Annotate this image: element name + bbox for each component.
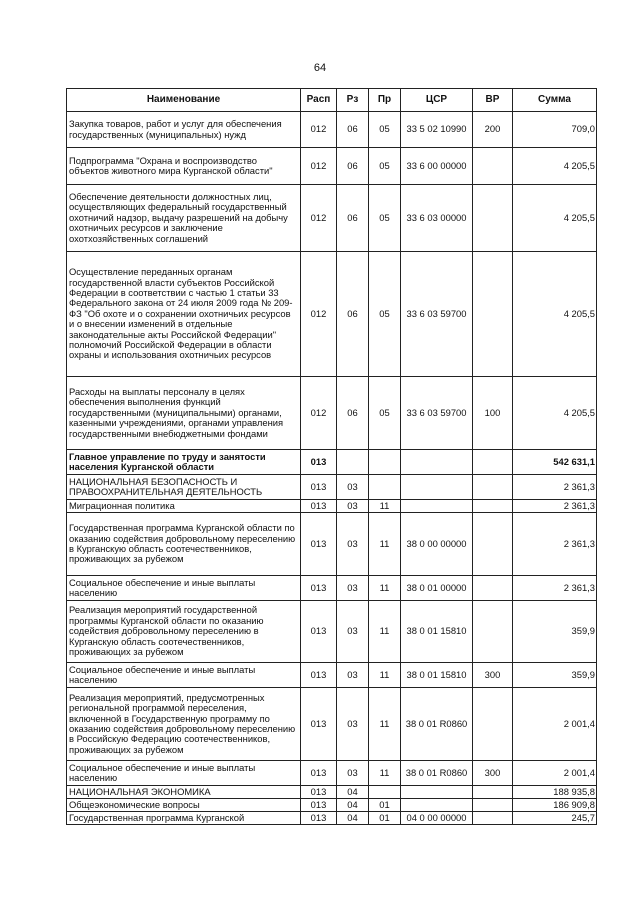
cell-rasp: 013 — [301, 500, 337, 513]
cell-pr: 05 — [369, 185, 401, 252]
cell-vr — [473, 799, 513, 812]
cell-pr: 05 — [369, 377, 401, 450]
cell-sum: 188 935,8 — [513, 786, 597, 799]
cell-sum: 2 001,4 — [513, 761, 597, 786]
table-row — [67, 812, 597, 825]
table-body — [67, 112, 597, 825]
cell-rasp: 012 — [301, 377, 337, 450]
table-row — [67, 252, 597, 377]
header-name: Наименование — [67, 89, 301, 112]
cell-pr: 11 — [369, 761, 401, 786]
cell-rz: 06 — [337, 377, 369, 450]
header-sum: Сумма — [513, 89, 597, 112]
cell-pr — [369, 475, 401, 500]
cell-vr — [473, 148, 513, 185]
cell-name: Осуществление переданных органам государственной власти субъектов Российской Федерации в соответствии с частью 1 статьи 33 Федерального закона от 24 июля 2009 года № 209-ФЗ "Об охоте и о сохранении охотничьих ресурсов и о внесении изменений в отдельные законодательные акты Российской Федерации" полномочий Российской Федерации в области охраны и использования охотничьих ресурсов — [67, 252, 301, 377]
cell-rz: 04 — [337, 786, 369, 799]
cell-name: Социальное обеспечение и иные выплаты населению — [67, 576, 301, 601]
cell-rasp: 012 — [301, 112, 337, 148]
cell-csr: 33 6 03 59700 — [401, 377, 473, 450]
cell-pr: 11 — [369, 663, 401, 688]
header-csr: ЦСР — [401, 89, 473, 112]
cell-csr — [401, 799, 473, 812]
cell-sum: 4 205,5 — [513, 148, 597, 185]
cell-sum: 359,9 — [513, 663, 597, 688]
cell-rz — [337, 450, 369, 475]
cell-rz: 03 — [337, 576, 369, 601]
cell-rz: 06 — [337, 112, 369, 148]
cell-rasp: 013 — [301, 576, 337, 601]
cell-csr: 04 0 00 00000 — [401, 812, 473, 825]
cell-csr: 38 0 00 00000 — [401, 513, 473, 576]
budget-table — [66, 88, 597, 825]
cell-csr — [401, 475, 473, 500]
cell-vr: 300 — [473, 663, 513, 688]
table-row — [67, 576, 597, 601]
cell-vr — [473, 688, 513, 761]
header-vr: ВР — [473, 89, 513, 112]
cell-name: НАЦИОНАЛЬНАЯ БЕЗОПАСНОСТЬ И ПРАВООХРАНИТЕЛЬНАЯ ДЕЯТЕЛЬНОСТЬ — [67, 475, 301, 500]
cell-name: Подпрограмма "Охрана и воспроизводство объектов животного мира Курганской области" — [67, 148, 301, 185]
cell-rz: 03 — [337, 761, 369, 786]
cell-csr: 38 0 01 00000 — [401, 576, 473, 601]
cell-name: Главное управление по труду и занятости населения Курганской области — [67, 450, 301, 475]
table-row — [67, 475, 597, 500]
cell-rz: 06 — [337, 148, 369, 185]
cell-rasp: 012 — [301, 185, 337, 252]
table-row — [67, 112, 597, 148]
cell-sum: 2 361,3 — [513, 500, 597, 513]
cell-sum: 4 205,5 — [513, 185, 597, 252]
cell-rasp: 013 — [301, 799, 337, 812]
table-row — [67, 513, 597, 576]
cell-rasp: 013 — [301, 688, 337, 761]
cell-name: НАЦИОНАЛЬНАЯ ЭКОНОМИКА — [67, 786, 301, 799]
cell-rasp: 012 — [301, 252, 337, 377]
cell-csr: 38 0 01 15810 — [401, 601, 473, 663]
cell-pr — [369, 786, 401, 799]
page-number: 64 — [313, 62, 327, 74]
cell-sum: 2 001,4 — [513, 688, 597, 761]
table-row — [67, 148, 597, 185]
cell-rz: 03 — [337, 500, 369, 513]
cell-rasp: 013 — [301, 475, 337, 500]
cell-rasp: 013 — [301, 601, 337, 663]
table-row — [67, 601, 597, 663]
cell-csr: 38 0 01 R0860 — [401, 761, 473, 786]
table-row — [67, 663, 597, 688]
cell-rz: 03 — [337, 601, 369, 663]
cell-csr: 33 6 00 00000 — [401, 148, 473, 185]
cell-name: Обеспечение деятельности должностных лиц, осуществляющих федеральный государственный охотничий надзор, выдачу разрешений на добычу охотничьих ресурсов и заключение охотхозяйственных соглашений — [67, 185, 301, 252]
cell-sum: 245,7 — [513, 812, 597, 825]
cell-sum: 2 361,3 — [513, 513, 597, 576]
table-row — [67, 688, 597, 761]
cell-pr: 11 — [369, 576, 401, 601]
table-row — [67, 500, 597, 513]
cell-rz: 04 — [337, 799, 369, 812]
cell-rasp: 013 — [301, 450, 337, 475]
table-row — [67, 786, 597, 799]
cell-vr: 300 — [473, 761, 513, 786]
cell-rasp: 013 — [301, 663, 337, 688]
table-row — [67, 377, 597, 450]
cell-pr: 11 — [369, 513, 401, 576]
cell-pr: 11 — [369, 601, 401, 663]
cell-vr — [473, 513, 513, 576]
cell-name: Закупка товаров, работ и услуг для обеспечения государственных (муниципальных) нужд — [67, 112, 301, 148]
cell-csr: 38 0 01 15810 — [401, 663, 473, 688]
cell-csr — [401, 450, 473, 475]
cell-pr: 05 — [369, 148, 401, 185]
cell-sum: 4 205,5 — [513, 252, 597, 377]
cell-sum: 2 361,3 — [513, 576, 597, 601]
cell-csr: 33 6 03 00000 — [401, 185, 473, 252]
header-rasp: Расп — [301, 89, 337, 112]
cell-sum: 709,0 — [513, 112, 597, 148]
cell-rz: 03 — [337, 663, 369, 688]
cell-name: Реализация мероприятий, предусмотренных региональной программой переселения, включенной в Государственную программу по оказанию содействия добровольному переселению в Российскую Федерацию соотечественников, проживающих за рубежом — [67, 688, 301, 761]
cell-name: Социальное обеспечение и иные выплаты населению — [67, 663, 301, 688]
cell-name: Миграционная политика — [67, 500, 301, 513]
cell-name: Государственная программа Курганской области по оказанию содействия добровольному переселению в Курганскую область соотечественников, проживающих за рубежом — [67, 513, 301, 576]
cell-sum: 186 909,8 — [513, 799, 597, 812]
cell-rasp: 013 — [301, 761, 337, 786]
header-rz: Рз — [337, 89, 369, 112]
cell-rz: 03 — [337, 513, 369, 576]
cell-vr — [473, 252, 513, 377]
table-header-row — [67, 89, 597, 112]
cell-vr: 200 — [473, 112, 513, 148]
cell-csr — [401, 500, 473, 513]
cell-csr — [401, 786, 473, 799]
table-row — [67, 185, 597, 252]
cell-name: Реализация мероприятий государственной программы Курганской области по оказанию содействия добровольному переселению в Курганскую область соотечественников, проживающих за рубежом — [67, 601, 301, 663]
cell-rasp: 013 — [301, 513, 337, 576]
cell-csr: 33 6 03 59700 — [401, 252, 473, 377]
cell-sum: 2 361,3 — [513, 475, 597, 500]
cell-name: Социальное обеспечение и иные выплаты населению — [67, 761, 301, 786]
cell-sum: 542 631,1 — [513, 450, 597, 475]
cell-rz: 03 — [337, 475, 369, 500]
table-row — [67, 761, 597, 786]
table-row — [67, 799, 597, 812]
cell-vr — [473, 450, 513, 475]
table-row — [67, 450, 597, 475]
cell-pr: 11 — [369, 500, 401, 513]
cell-pr: 05 — [369, 112, 401, 148]
cell-pr: 01 — [369, 799, 401, 812]
cell-pr: 11 — [369, 688, 401, 761]
cell-rz: 04 — [337, 812, 369, 825]
cell-pr — [369, 450, 401, 475]
cell-name: Расходы на выплаты персоналу в целях обеспечения выполнения функций государственными (муниципальными) органами, казенными учреждениями, органами управления государственными внебюджетными фондами — [67, 377, 301, 450]
cell-rasp: 013 — [301, 786, 337, 799]
cell-sum: 359,9 — [513, 601, 597, 663]
cell-csr: 33 5 02 10990 — [401, 112, 473, 148]
cell-rasp: 012 — [301, 148, 337, 185]
cell-vr — [473, 601, 513, 663]
cell-vr: 100 — [473, 377, 513, 450]
cell-rz: 03 — [337, 688, 369, 761]
cell-vr — [473, 812, 513, 825]
cell-vr — [473, 786, 513, 799]
cell-name: Общеэкономические вопросы — [67, 799, 301, 812]
cell-pr: 05 — [369, 252, 401, 377]
cell-rz: 06 — [337, 185, 369, 252]
cell-vr — [473, 500, 513, 513]
cell-sum: 4 205,5 — [513, 377, 597, 450]
cell-name: Государственная программа Курганской — [67, 812, 301, 825]
cell-pr: 01 — [369, 812, 401, 825]
cell-vr — [473, 185, 513, 252]
header-pr: Пр — [369, 89, 401, 112]
cell-vr — [473, 475, 513, 500]
cell-rasp: 013 — [301, 812, 337, 825]
cell-vr — [473, 576, 513, 601]
cell-csr: 38 0 01 R0860 — [401, 688, 473, 761]
cell-rz: 06 — [337, 252, 369, 377]
